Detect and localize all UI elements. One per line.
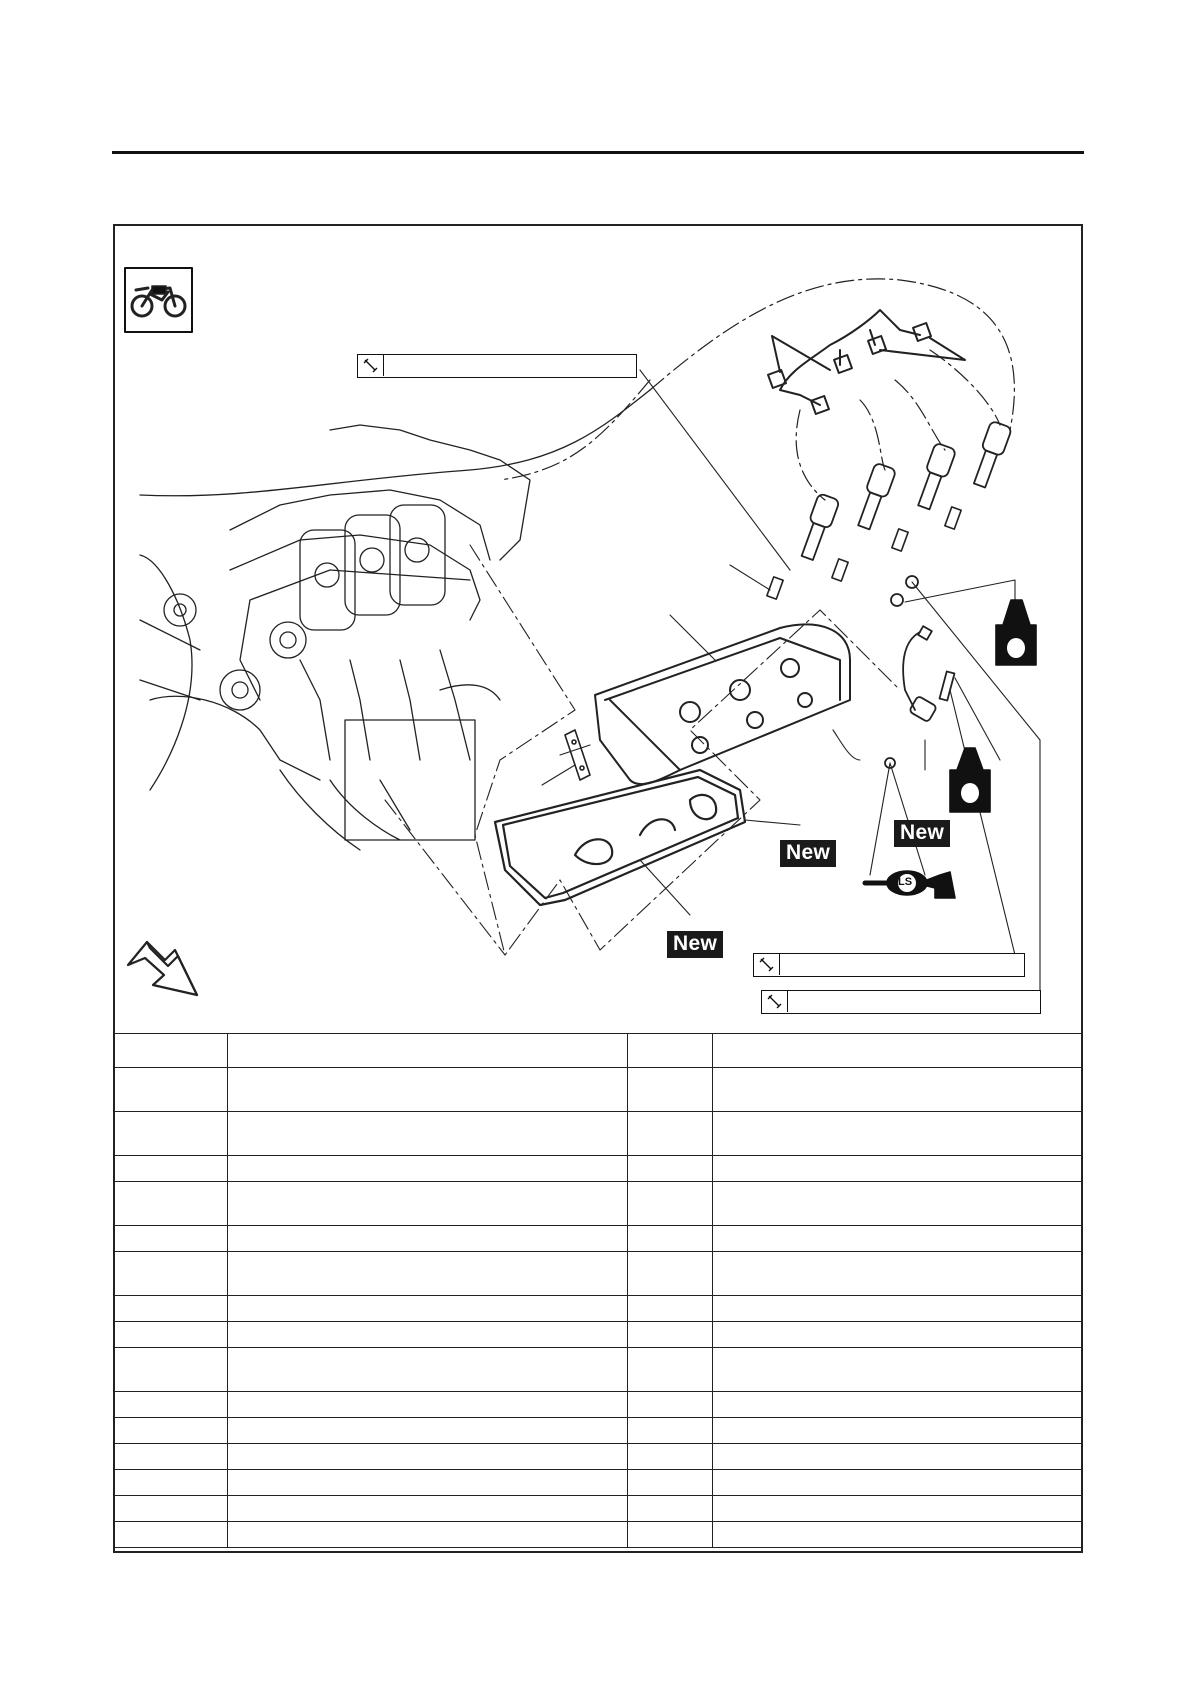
table-cell: [713, 1444, 1083, 1470]
table-cell: [713, 1392, 1083, 1418]
table-cell: [628, 1392, 713, 1418]
table-cell: [228, 1522, 628, 1548]
column-header: [228, 1034, 628, 1068]
table-cell: [628, 1348, 713, 1392]
table-cell: [628, 1068, 713, 1112]
table-cell: [713, 1470, 1083, 1496]
table-cell: [628, 1156, 713, 1182]
table-cell: [628, 1418, 713, 1444]
table-cell: [713, 1348, 1083, 1392]
torque-wrench-icon: [358, 355, 384, 376]
table-cell: [713, 1068, 1083, 1112]
table-cell: [114, 1418, 228, 1444]
table-row: [114, 1470, 1083, 1496]
table-cell: [628, 1522, 713, 1548]
table-cell: [713, 1252, 1083, 1296]
table-cell: [713, 1496, 1083, 1522]
new-part-badge: New: [780, 840, 836, 867]
table-cell: [228, 1496, 628, 1522]
table-row: [114, 1496, 1083, 1522]
table-row: [114, 1068, 1083, 1112]
cam-sensor: [885, 576, 954, 768]
torque-wrench-icon: [762, 991, 788, 1012]
engine-illustration: [140, 390, 650, 850]
table-cell: [628, 1470, 713, 1496]
table-cell: [628, 1444, 713, 1470]
torque-spec-box: [753, 953, 1025, 977]
table-cell: [713, 1418, 1083, 1444]
table-cell: [628, 1226, 713, 1252]
wiring-harness: [768, 310, 965, 414]
table-cell: [228, 1182, 628, 1226]
table-cell: [228, 1156, 628, 1182]
table-row: [114, 1348, 1083, 1392]
table-cell: [228, 1252, 628, 1296]
table-cell: [228, 1418, 628, 1444]
cylinder-head-cover: [595, 625, 850, 785]
bracket: [565, 730, 590, 780]
table-cell: [114, 1156, 228, 1182]
table-cell: [114, 1182, 228, 1226]
table-cell: [228, 1322, 628, 1348]
table-cell: [114, 1392, 228, 1418]
table-cell: [628, 1112, 713, 1156]
torque-wrench-icon: [754, 954, 780, 975]
engine-oil-icon: [996, 600, 1036, 665]
table-cell: [228, 1348, 628, 1392]
table-cell: [114, 1522, 228, 1548]
table-cell: [114, 1068, 228, 1112]
table-cell: [628, 1496, 713, 1522]
table-cell: [713, 1112, 1083, 1156]
table-cell: [228, 1112, 628, 1156]
table-row: [114, 1226, 1083, 1252]
torque-spec-box: [357, 354, 637, 378]
table-cell: [114, 1444, 228, 1470]
table-cell: [114, 1226, 228, 1252]
table-row: [114, 1444, 1083, 1470]
table-cell: [114, 1496, 228, 1522]
table-cell: [114, 1348, 228, 1392]
table-cell: [713, 1226, 1083, 1252]
table-row: [114, 1418, 1083, 1444]
column-header: [713, 1034, 1083, 1068]
table-cell: [628, 1322, 713, 1348]
table-cell: [628, 1252, 713, 1296]
table-cell: [628, 1296, 713, 1322]
table-cell: [713, 1182, 1083, 1226]
front-arrow-icon: [128, 942, 197, 995]
chain-lines: [385, 545, 900, 955]
table-row: [114, 1392, 1083, 1418]
coil-dash-links: [500, 279, 1014, 500]
locking-sealant-label: LS: [898, 876, 913, 888]
new-part-badge: New: [894, 820, 950, 847]
table-cell: [114, 1112, 228, 1156]
table-cell: [228, 1068, 628, 1112]
table-cell: [713, 1522, 1083, 1548]
table-cell: [114, 1322, 228, 1348]
column-header: [628, 1034, 713, 1068]
table-row: [114, 1296, 1083, 1322]
table-header-row: [114, 1034, 1083, 1068]
new-part-badge: New: [667, 931, 723, 958]
table-cell: [228, 1470, 628, 1496]
table-cell: [228, 1392, 628, 1418]
table-cell: [713, 1156, 1083, 1182]
torque-spec-box: [761, 990, 1041, 1014]
table-row: [114, 1322, 1083, 1348]
table-row: [114, 1156, 1083, 1182]
table-cell: [114, 1296, 228, 1322]
engine-oil-icon: [950, 748, 990, 812]
table-cell: [713, 1322, 1083, 1348]
leader-lines: [542, 370, 1040, 990]
table-row: [114, 1182, 1083, 1226]
table-row: [114, 1252, 1083, 1296]
column-header: [114, 1034, 228, 1068]
table-cell: [228, 1444, 628, 1470]
spark-plugs: [767, 507, 961, 599]
table-cell: [713, 1296, 1083, 1322]
parts-table: [113, 1033, 1083, 1548]
table-cell: [114, 1252, 228, 1296]
motorcycle-icon: [125, 268, 192, 332]
table-cell: [228, 1296, 628, 1322]
table-cell: [114, 1470, 228, 1496]
table-cell: [228, 1226, 628, 1252]
table-row: [114, 1112, 1083, 1156]
table-cell: [628, 1182, 713, 1226]
table-row: [114, 1522, 1083, 1548]
head-cover-gasket: [495, 770, 745, 905]
